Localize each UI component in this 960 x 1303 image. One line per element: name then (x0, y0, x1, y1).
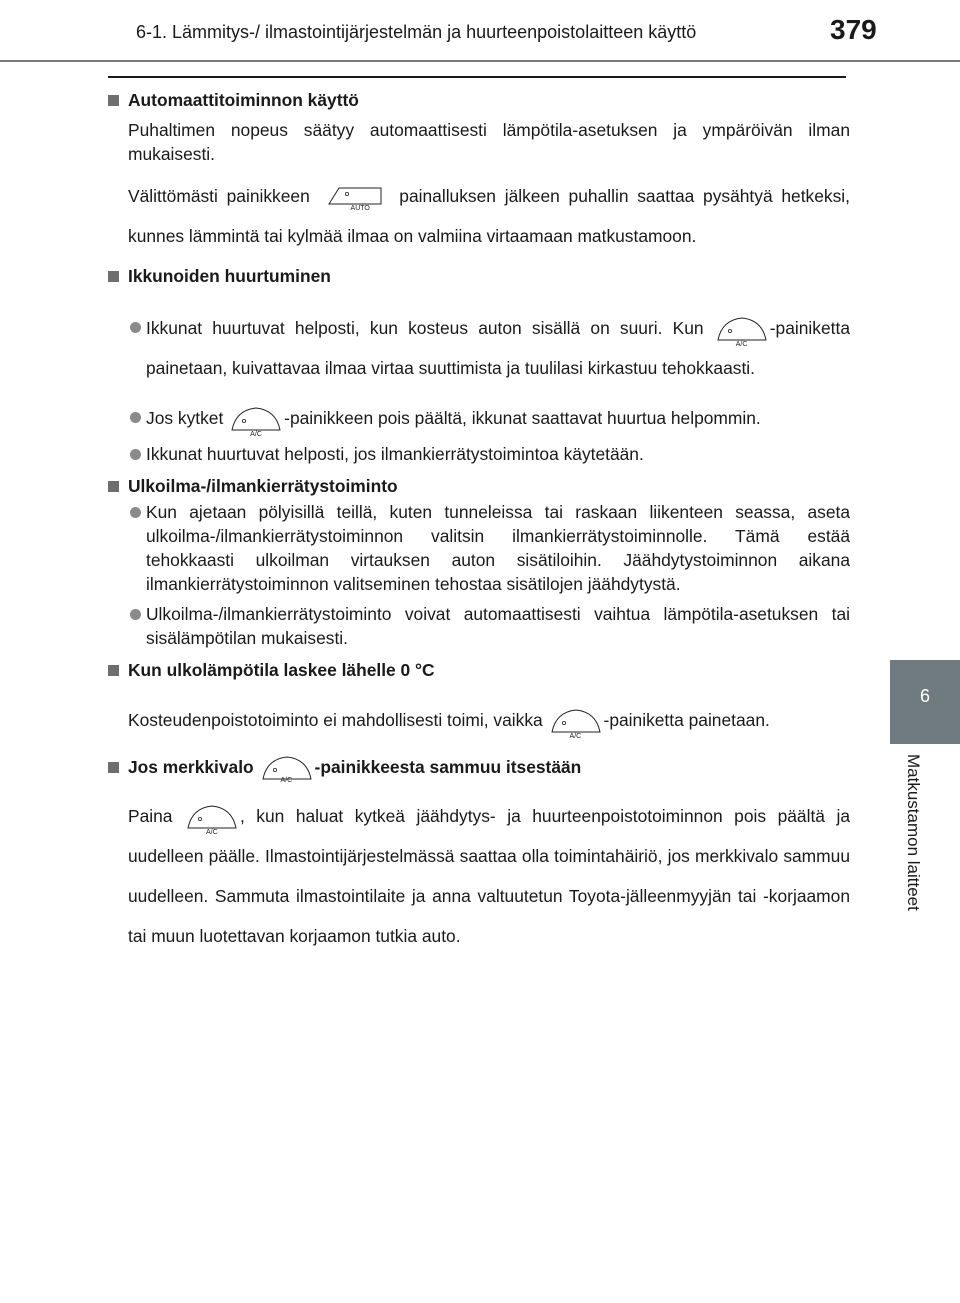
paragraph: Paina A/C , kun haluat kytkeä jäähdytys- ja huurteenpoistotoiminnon pois päältä ja uudelleen päälle. Ilmastointijärjestelmässä saattaa olla toimintahäiriö, jos merkkivalo sammuu uudelleen. Sammuta ilmastointilaite ja anna valtuutetun Toyota-jälleenmyyjän tai -korjaamon tai muun luotettavan korjaamon tutkia auto. (108, 796, 850, 956)
bullet-item: Ikkunat huurtuvat helposti, kun kosteus auton sisällä on suuri. Kun A/C -painiketta painetaan, kuivattavaa ilmaa virtaa suuttimista ja tuulilasi kirkastuu tehokkaasti. (108, 308, 850, 388)
ac-button-icon: A/C (230, 404, 282, 434)
round-bullet-icon (130, 609, 141, 620)
ac-button-icon: A/C (716, 314, 768, 344)
ac-button-icon: A/C (550, 706, 602, 736)
section-heading: Automaattitoiminnon käyttö (108, 88, 850, 112)
square-bullet-icon (108, 481, 119, 492)
round-bullet-icon (130, 322, 141, 333)
bullet-item: Kun ajetaan pölyisillä teillä, kuten tunneleissa tai raskaan liikenteen seassa, aseta ulkoilma-/ilmankierrätystoiminnon valitsin ilmankierrätystoiminnolle. Tämä estää tehokkaasti ulkoilman virtauksen auton sisätiloihin. Jäähdytystoiminnon aikana ilmankierrätystoiminnon valitseminen tehostaa sisätilojen jäähdytystä. (108, 500, 850, 596)
square-bullet-icon (108, 271, 119, 282)
bullet-item: Ikkunat huurtuvat helposti, jos ilmankierrätystoimintoa käytetään. (108, 442, 850, 466)
square-bullet-icon (108, 95, 119, 106)
page-number: 379 (830, 14, 877, 45)
paragraph: Puhaltimen nopeus säätyy automaattisesti lämpötila-asetuksen ja ympäröivän ilman mukaisesti. (128, 120, 850, 164)
chapter-label: Matkustamon laitteet (904, 754, 923, 911)
section-heading: Jos merkkivalo A/C -painikkeesta sammuu itsestään (108, 750, 850, 784)
header-title: 6-1. Lämmitys-/ ilmastointijärjestelmän ja huurteenpoistolaitteen käyttö (136, 22, 697, 42)
square-bullet-icon (108, 665, 119, 676)
chapter-tab (890, 660, 960, 744)
paragraph: Välittömästi painikkeen AUTO painalluksen jälkeen puhallin saattaa pysähtyä hetkeksi, kunnes lämmintä tai kylmää ilmaa on valmiina virtaamaan matkustamoon. (128, 186, 850, 246)
round-bullet-icon (130, 412, 141, 423)
ac-button-icon: A/C (261, 753, 313, 783)
ac-button-icon: A/C (186, 802, 238, 832)
page-content (108, 88, 850, 956)
square-bullet-icon (108, 762, 119, 773)
content-top-rule (108, 76, 846, 78)
paragraph: Kosteudenpoistotoiminto ei mahdollisesti toimi, vaikka A/C -painiketta painetaan. (108, 700, 850, 740)
round-bullet-icon (130, 507, 141, 518)
section-heading: Kun ulkolämpötila laskee lähelle 0 °C (108, 658, 850, 682)
auto-button-icon: AUTO (325, 184, 385, 210)
chapter-number: 6 (919, 686, 930, 706)
bullet-item: Ulkoilma-/ilmankierrätystoiminto voivat automaattisesti vaihtua lämpötila-asetuksen tai sisälämpötilan mukaisesti. (108, 602, 850, 650)
header-divider (0, 60, 960, 62)
section-heading: Ulkoilma-/ilmankierrätystoiminto (108, 474, 850, 498)
round-bullet-icon (130, 449, 141, 460)
section-heading: Ikkunoiden huurtuminen (108, 264, 850, 288)
bullet-item: Jos kytket A/C -painikkeen pois päältä, ikkunat saattavat huurtua helpommin. (108, 398, 850, 438)
